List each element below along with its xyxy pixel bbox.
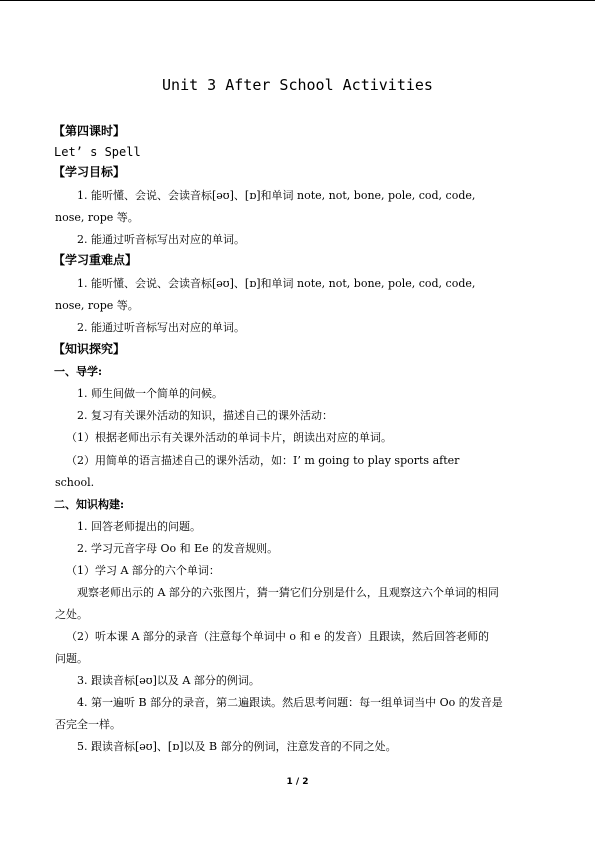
build-sub-1-text: 观察老师出示的 A 部分的六张图片，猜一猜它们分别是什么，且观察这六个单词的相同 <box>77 586 499 599</box>
guide-sub-2: （2）用简单的语言描述自己的课外活动，如：I’ m going to play sports after <box>66 454 460 467</box>
build-sub-2-cont: 问题。 <box>55 652 88 665</box>
build-item-4-cont: 否完全一样。 <box>55 718 121 731</box>
build-item-1: 1. 回答老师提出的问题。 <box>77 520 201 533</box>
build-item-2: 2. 学习元音字母 Oo 和 Ee 的发音规则。 <box>77 542 279 555</box>
guide-sub-2-cont: school. <box>55 476 95 489</box>
key-point-item-1-cont: nose, rope 等。 <box>55 299 139 312</box>
objective-item-1-cont: nose, rope 等。 <box>55 211 139 224</box>
key-point-item-2: 2. 能通过听音标写出对应的单词。 <box>77 321 245 334</box>
inquiry-heading: 【知识探究】 <box>53 342 126 356</box>
key-points-heading: 【学习重难点】 <box>53 253 138 267</box>
build-sub-2: （2）听本课 A 部分的录音（注意每个单词中 o 和 e 的发音）且跟读，然后回答老师的 <box>66 630 490 643</box>
build-item-5: 5. 跟读音标[əʊ]、[ɒ]以及 B 部分的例词，注意发音的不同之处。 <box>77 740 397 753</box>
lesson-name: Let’ s Spell <box>54 145 141 159</box>
lesson-heading: 【第四课时】 <box>53 124 126 138</box>
page-number: 1 / 2 <box>286 777 309 787</box>
guide-item-1: 1. 师生间做一个简单的问候。 <box>77 387 223 400</box>
key-point-item-1: 1. 能听懂、会说、会读音标[əʊ]、[ɒ]和单词 note, not, bone, pole, cod, code, <box>77 277 476 290</box>
objective-item-2: 2. 能通过听音标写出对应的单词。 <box>77 233 245 246</box>
guide-sub-1: （1）根据老师出示有关课外活动的单词卡片，朗读出对应的单词。 <box>66 431 392 444</box>
build-sub-1: （1）学习 A 部分的六个单词： <box>66 564 220 577</box>
build-sub-1-text-cont: 之处。 <box>55 608 88 621</box>
top-border-line <box>0 0 595 1</box>
build-item-3: 3. 跟读音标[əʊ]以及 A 部分的例词。 <box>77 674 260 687</box>
objective-item-1: 1. 能听懂、会说、会读音标[əʊ]、[ɒ]和单词 note, not, bone, pole, cod, code, <box>77 189 476 202</box>
guide-heading: 一、导学: <box>54 365 103 378</box>
build-heading: 二、知识构建: <box>54 498 125 511</box>
build-item-4: 4. 第一遍听 B 部分的录音，第二遍跟读。然后思考问题：每一组单词当中 Oo 的发音是 <box>77 696 503 709</box>
objectives-heading: 【学习目标】 <box>53 165 126 179</box>
guide-item-2: 2. 复习有关课外活动的知识，描述自己的课外活动： <box>77 409 333 422</box>
page-title: Unit 3 After School Activities <box>162 76 433 94</box>
